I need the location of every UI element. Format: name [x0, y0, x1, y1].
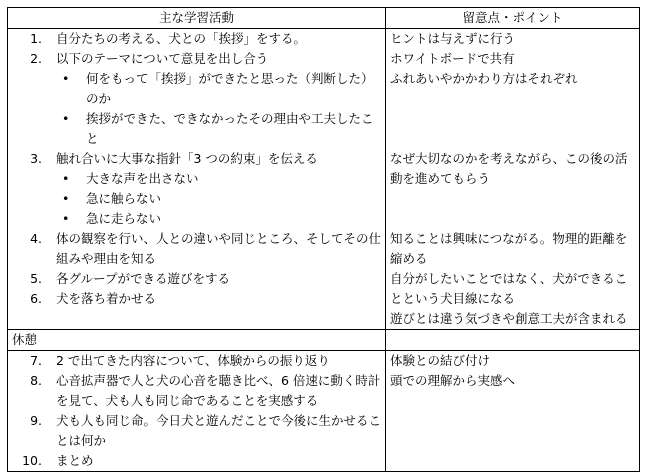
header-row — [8, 8, 640, 29]
bullet-item: • 挨拶ができた、できなかったその理由や工夫したこと — [62, 111, 374, 146]
bullet-item: • 急に触らない — [62, 191, 162, 206]
activity-item: 10. まとめ — [22, 453, 94, 468]
point-note: 頭での理解から実感へ — [390, 373, 516, 388]
activity-item: 9. 犬も人も同じ命。今日犬と遊んだことで今後に生かせることは何か — [30, 413, 382, 448]
point-note: 知ることは興味につながる。物理的距離を縮める — [390, 231, 628, 266]
activity-item: 5. 各グループができる遊びをする — [30, 271, 231, 286]
activity-item: 4. 体の観察を行い、人との違いや同じところ、そしてその仕組みや理由を知る — [30, 231, 382, 266]
activity-item: 1. 自分たちの考える、犬との「挨拶」をする。 — [30, 31, 307, 46]
break-empty-cell — [386, 330, 640, 351]
point-spacer — [386, 129, 639, 149]
break-label: 休憩 — [8, 330, 386, 351]
point-note: ホワイトボードで共有 — [390, 51, 515, 66]
point-note: ヒントは与えずに行う — [390, 31, 516, 46]
block1-activities — [8, 29, 386, 330]
activity-item: 7. 2 で出てきた内容について、体験からの振り返り — [30, 353, 330, 368]
activity-item: 6. 犬を落ち着かせる — [30, 291, 157, 306]
header-activity: 主な学習活動 — [8, 8, 386, 29]
point-spacer — [386, 209, 639, 229]
point-note: なぜ大切なのかを考えながら、この後の活動を進めてもらう — [390, 151, 628, 186]
lesson-plan-table — [7, 7, 640, 472]
block2-points — [386, 351, 640, 472]
header-points: 留意点・ポイント — [386, 8, 640, 29]
block2-activities — [8, 351, 386, 472]
block1-points — [386, 29, 640, 330]
bullet-item: • 大きな声を出さない — [62, 171, 199, 186]
point-note: ふれあいやかかわり方はそれぞれ — [390, 71, 578, 86]
bullet-item: • 何をもって「挨拶」ができたと思った（判断した）のか — [62, 71, 374, 106]
break-row — [8, 330, 640, 351]
point-note: 自分がしたいことではなく、犬ができることという犬目線になる — [390, 271, 628, 306]
activity-item: 3. 触れ合いに大事な指針「3 つの約束」を伝える — [30, 151, 318, 166]
point-spacer — [386, 189, 639, 209]
block1-row — [8, 29, 640, 330]
point-spacer — [386, 89, 639, 129]
point-note: 遊びとは違う気づきや創意工夫が含まれる — [390, 311, 628, 326]
point-note: 体験との結び付け — [390, 353, 491, 368]
bullet-item: • 急に走らない — [62, 211, 162, 226]
block2-row — [8, 351, 640, 472]
activity-item: 2. 以下のテーマについて意見を出し合う — [30, 51, 269, 66]
activity-item: 8. 心音拡声器で人と犬の心音を聴き比べ、6 倍速に動く時計を見て、犬も人も同じ命であることを実感する — [30, 373, 381, 408]
